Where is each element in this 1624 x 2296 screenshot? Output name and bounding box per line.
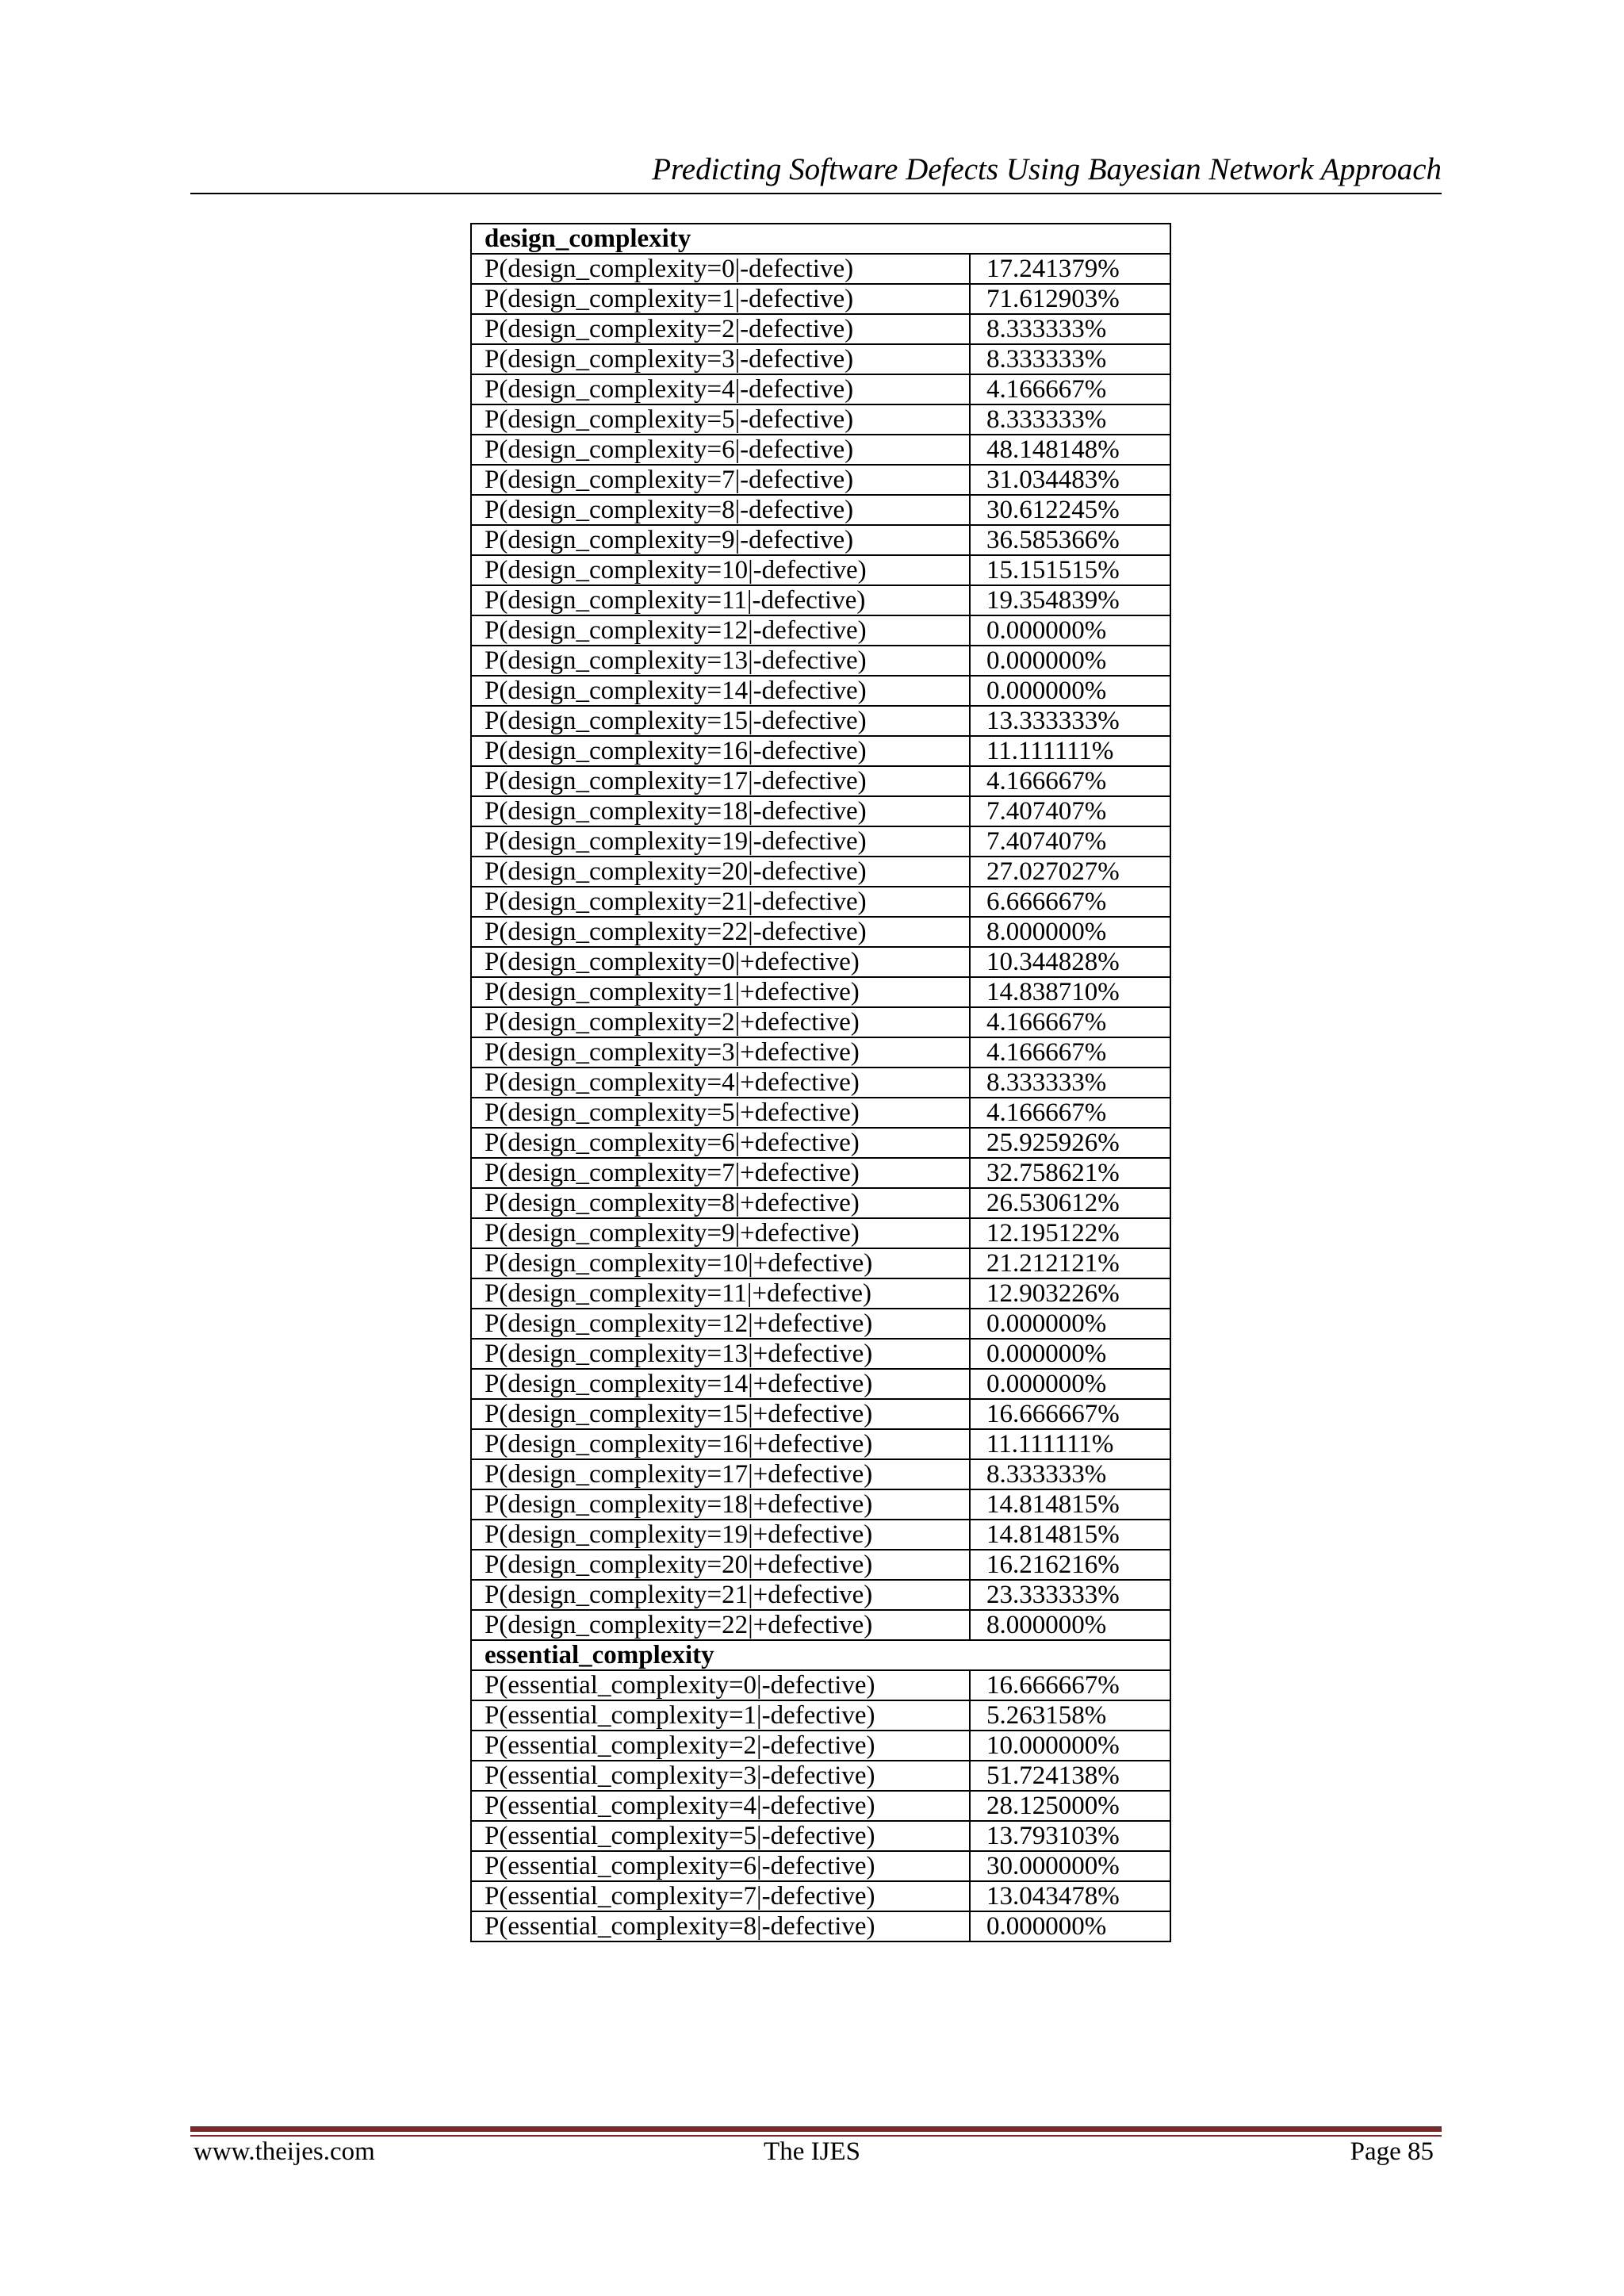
table-row [471,826,1170,857]
table-row [471,1369,1170,1399]
probability-value: 23.333333% [970,1580,1170,1610]
table-row [471,1007,1170,1037]
table-row [471,1459,1170,1489]
probability-label: P(design_complexity=12|+defective) [471,1309,970,1339]
probability-value: 16.666667% [970,1399,1170,1429]
table-row [471,1248,1170,1278]
table-row [471,1399,1170,1429]
probability-value: 0.000000% [970,1339,1170,1369]
probability-value: 19.354839% [970,585,1170,615]
probability-label: P(design_complexity=15|-defective) [471,706,970,736]
table-row [471,1761,1170,1791]
probability-value: 4.166667% [970,1037,1170,1068]
footer-journal: The IJES [764,2137,860,2166]
probability-label: P(design_complexity=20|+defective) [471,1550,970,1580]
table-row [471,676,1170,706]
probability-value: 0.000000% [970,1369,1170,1399]
probability-label: P(design_complexity=17|+defective) [471,1459,970,1489]
table-row [471,977,1170,1007]
probability-value: 7.407407% [970,826,1170,857]
probability-label: P(design_complexity=1|+defective) [471,977,970,1007]
probability-label: P(essential_complexity=3|-defective) [471,1761,970,1791]
section-title: design_complexity [471,224,1170,254]
probability-value: 36.585366% [970,525,1170,555]
probability-label: P(design_complexity=18|+defective) [471,1489,970,1520]
table-row [471,1700,1170,1731]
probability-value: 10.344828% [970,947,1170,977]
table-row [471,1580,1170,1610]
probability-value: 4.166667% [970,374,1170,404]
probability-label: P(design_complexity=6|-defective) [471,435,970,465]
probability-label: P(essential_complexity=5|-defective) [471,1821,970,1851]
probability-value: 28.125000% [970,1791,1170,1821]
table-row [471,1068,1170,1098]
probability-label: P(design_complexity=19|-defective) [471,826,970,857]
probability-label: P(design_complexity=19|+defective) [471,1520,970,1550]
table-row [471,435,1170,465]
probability-label: P(essential_complexity=7|-defective) [471,1881,970,1911]
section-title: essential_complexity [471,1640,1170,1670]
table-row [471,1851,1170,1881]
probability-value: 0.000000% [970,646,1170,676]
footer-website: www.theijes.com [193,2137,375,2166]
probability-value: 31.034483% [970,465,1170,495]
table-row [471,1821,1170,1851]
table-row [471,857,1170,887]
footer-page-number: Page 85 [1350,2137,1434,2166]
probability-table [470,223,1171,1942]
table-row [471,1037,1170,1068]
probability-label: P(design_complexity=12|-defective) [471,615,970,646]
probability-label: P(design_complexity=8|-defective) [471,495,970,525]
table-row [471,314,1170,344]
probability-value: 8.333333% [970,344,1170,374]
table-row [471,615,1170,646]
probability-label: P(design_complexity=0|-defective) [471,254,970,284]
probability-label: P(design_complexity=17|-defective) [471,766,970,796]
header-rule [190,193,1442,194]
table-row [471,284,1170,314]
probability-value: 17.241379% [970,254,1170,284]
probability-label: P(design_complexity=3|-defective) [471,344,970,374]
probability-value: 11.111111% [970,1429,1170,1459]
table-row [471,887,1170,917]
table-row [471,1339,1170,1369]
section-header-row [471,1640,1170,1670]
probability-label: P(essential_complexity=2|-defective) [471,1731,970,1761]
probability-value: 16.666667% [970,1670,1170,1700]
table-row [471,1670,1170,1700]
probability-value: 0.000000% [970,1309,1170,1339]
probability-value: 21.212121% [970,1248,1170,1278]
probability-value: 0.000000% [970,1911,1170,1941]
table-row [471,525,1170,555]
probability-label: P(essential_complexity=8|-defective) [471,1911,970,1941]
probability-value: 8.000000% [970,917,1170,947]
probability-label: P(design_complexity=13|+defective) [471,1339,970,1369]
table-row [471,1911,1170,1941]
table-row [471,1128,1170,1158]
probability-value: 0.000000% [970,676,1170,706]
table-row [471,1309,1170,1339]
table-row [471,796,1170,826]
table-row [471,1550,1170,1580]
probability-value: 0.000000% [970,615,1170,646]
table-row [471,555,1170,585]
probability-value: 12.195122% [970,1218,1170,1248]
probability-value: 5.263158% [970,1700,1170,1731]
table-row [471,646,1170,676]
probability-value: 14.814815% [970,1489,1170,1520]
probability-value: 6.666667% [970,887,1170,917]
probability-value: 15.151515% [970,555,1170,585]
probability-value: 13.793103% [970,1821,1170,1851]
probability-value: 4.166667% [970,1098,1170,1128]
probability-value: 8.333333% [970,404,1170,435]
table-row [471,344,1170,374]
table-row [471,1881,1170,1911]
probability-label: P(design_complexity=4|+defective) [471,1068,970,1098]
footer-rule [190,2126,1442,2132]
probability-label: P(essential_complexity=0|-defective) [471,1670,970,1700]
table-row [471,766,1170,796]
probability-label: P(essential_complexity=1|-defective) [471,1700,970,1731]
probability-label: P(design_complexity=22|+defective) [471,1610,970,1640]
probability-label: P(design_complexity=10|+defective) [471,1248,970,1278]
table-row [471,1188,1170,1218]
table-row [471,1098,1170,1128]
probability-value: 10.000000% [970,1731,1170,1761]
table-row [471,1429,1170,1459]
table-row [471,254,1170,284]
probability-label: P(essential_complexity=6|-defective) [471,1851,970,1881]
probability-value: 14.814815% [970,1520,1170,1550]
probability-value: 4.166667% [970,1007,1170,1037]
probability-label: P(design_complexity=20|-defective) [471,857,970,887]
probability-value: 51.724138% [970,1761,1170,1791]
table-row [471,1278,1170,1309]
probability-label: P(design_complexity=6|+defective) [471,1128,970,1158]
table-row [471,706,1170,736]
probability-value: 13.043478% [970,1881,1170,1911]
probability-label: P(design_complexity=11|-defective) [471,585,970,615]
table-row [471,736,1170,766]
probability-label: P(design_complexity=8|+defective) [471,1188,970,1218]
probability-label: P(design_complexity=18|-defective) [471,796,970,826]
probability-value: 16.216216% [970,1550,1170,1580]
probability-label: P(design_complexity=7|+defective) [471,1158,970,1188]
probability-label: P(design_complexity=2|-defective) [471,314,970,344]
probability-label: P(design_complexity=14|-defective) [471,676,970,706]
probability-label: P(design_complexity=21|-defective) [471,887,970,917]
probability-value: 30.000000% [970,1851,1170,1881]
table-row [471,1520,1170,1550]
probability-label: P(design_complexity=5|-defective) [471,404,970,435]
probability-label: P(design_complexity=1|-defective) [471,284,970,314]
probability-label: P(design_complexity=2|+defective) [471,1007,970,1037]
probability-value: 13.333333% [970,706,1170,736]
table-row [471,1610,1170,1640]
probability-value: 14.838710% [970,977,1170,1007]
table-row [471,404,1170,435]
probability-label: P(design_complexity=13|-defective) [471,646,970,676]
table-row [471,947,1170,977]
probability-value: 71.612903% [970,284,1170,314]
probability-label: P(design_complexity=9|+defective) [471,1218,970,1248]
probability-value: 32.758621% [970,1158,1170,1188]
table-row [471,1158,1170,1188]
probability-label: P(design_complexity=14|+defective) [471,1369,970,1399]
table-row [471,374,1170,404]
table-row [471,495,1170,525]
probability-label: P(design_complexity=0|+defective) [471,947,970,977]
probability-value: 25.925926% [970,1128,1170,1158]
probability-label: P(design_complexity=22|-defective) [471,917,970,947]
probability-value: 48.148148% [970,435,1170,465]
probability-label: P(design_complexity=15|+defective) [471,1399,970,1429]
probability-value: 8.333333% [970,1459,1170,1489]
probability-label: P(design_complexity=5|+defective) [471,1098,970,1128]
table-row [471,585,1170,615]
probability-label: P(design_complexity=16|+defective) [471,1429,970,1459]
table-row [471,1731,1170,1761]
table-row [471,1489,1170,1520]
section-header-row [471,224,1170,254]
probability-value: 8.333333% [970,314,1170,344]
probability-value: 12.903226% [970,1278,1170,1309]
probability-value: 7.407407% [970,796,1170,826]
probability-value: 26.530612% [970,1188,1170,1218]
probability-table-body [471,224,1170,1941]
probability-label: P(design_complexity=10|-defective) [471,555,970,585]
table-row [471,1218,1170,1248]
probability-label: P(essential_complexity=4|-defective) [471,1791,970,1821]
probability-value: 11.111111% [970,736,1170,766]
table-row [471,465,1170,495]
probability-value: 8.333333% [970,1068,1170,1098]
probability-label: P(design_complexity=7|-defective) [471,465,970,495]
probability-label: P(design_complexity=4|-defective) [471,374,970,404]
probability-label: P(design_complexity=11|+defective) [471,1278,970,1309]
table-row [471,917,1170,947]
table-row [471,1791,1170,1821]
probability-value: 8.000000% [970,1610,1170,1640]
running-header-title: Predicting Software Defects Using Bayesian Network Approach [652,152,1442,186]
probability-label: P(design_complexity=21|+defective) [471,1580,970,1610]
probability-value: 4.166667% [970,766,1170,796]
probability-value: 27.027027% [970,857,1170,887]
probability-value: 30.612245% [970,495,1170,525]
probability-label: P(design_complexity=3|+defective) [471,1037,970,1068]
probability-label: P(design_complexity=9|-defective) [471,525,970,555]
probability-label: P(design_complexity=16|-defective) [471,736,970,766]
